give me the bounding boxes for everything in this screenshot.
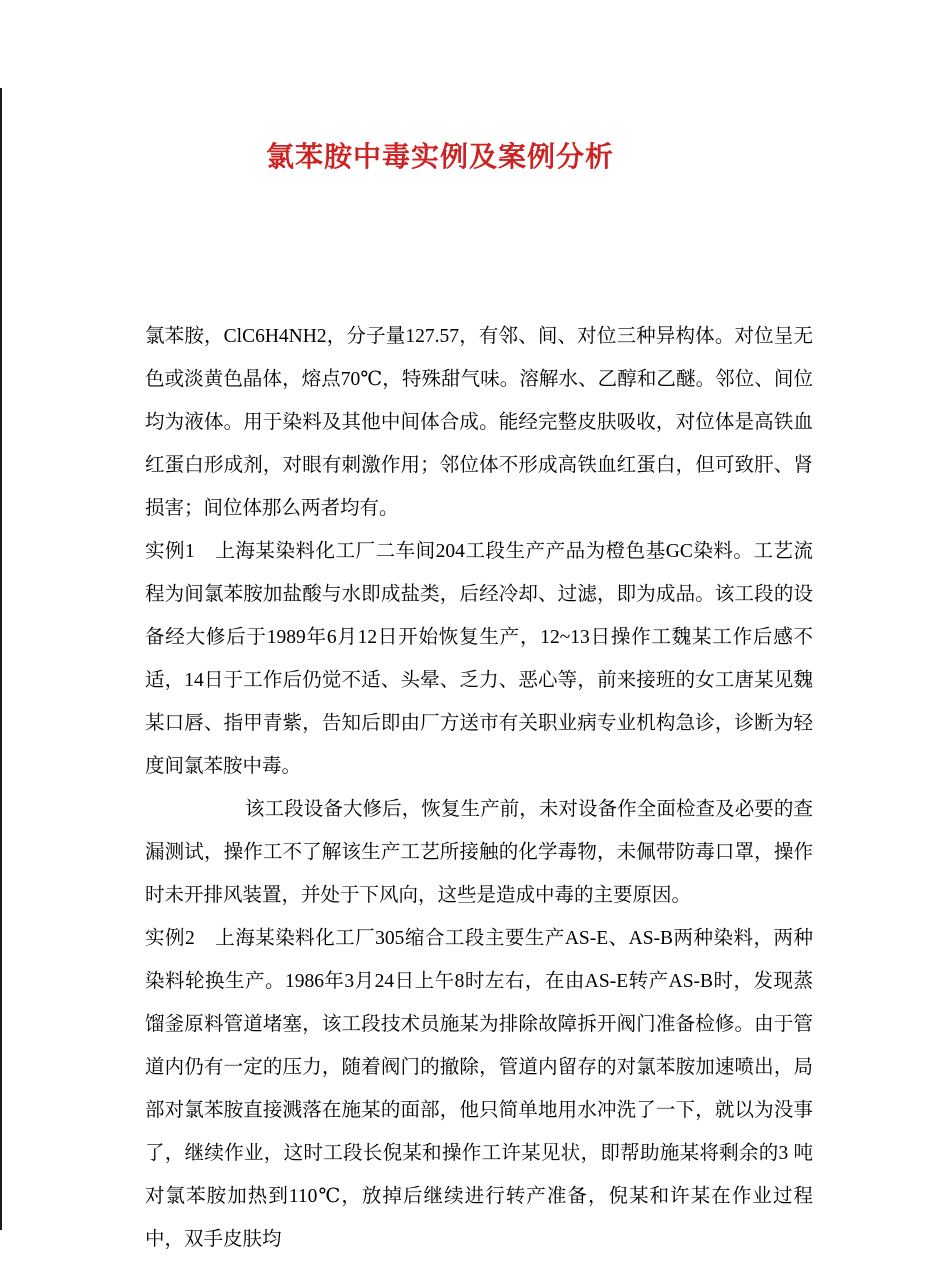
- paragraph-intro: 氯苯胺，ClC6H4NH2，分子量127.57，有邻、间、对位三种异构体。对位呈无色或淡黄色晶体，熔点70℃，特殊甜气味。溶解水、乙醇和乙醚。邻位、间位均为液体。用于染料及其他中间体合成。能经完整皮肤吸收，对位体是高铁血红蛋白形成剂，对眼有刺激作用；邻位体不形成高铁血红蛋白，但可致肝、肾损害；间位体那么两者均有。: [145, 326, 813, 519]
- paragraph-case1: 实例1 上海某染料化工厂二车间204工段生产产品为橙色基GC染料。工艺流程为间氯苯胺加盐酸与水即成盐类，后经冷却、过滤，即为成品。该工段的设备经大修后于1989年6月12日开始恢复生产，12~13日操作工魏某工作后感不适，14日于工作后仍觉不适、头晕、乏力、恶心等，前来接班的女工唐某见魏某口唇、指甲青紫，告知后即由厂方送市有关职业病专业机构急诊，诊断为轻度间氯苯胺中毒。: [145, 541, 813, 777]
- paragraph-case2: 实例2 上海某染料化工厂305缩合工段主要生产AS-E、AS-B两种染料，两种染料轮换生产。1986年3月24日上午8时左右，在由AS-E转产AS-B时，发现蒸馏釜原料管道堵塞，该工段技术员施某为排除故障拆开阀门准备检修。由于管道内仍有一定的压力，随着阀门的撤除，管道内留存的对氯苯胺加速喷出，局部对氯苯胺直接溅落在施某的面部，他只简单地用水冲洗了一下，就以为没事了，继续作业，这时工段长倪某和操作工许某见状，即帮助施某将剩余的3 吨对氯苯胺加热到110℃，放掉后继续进行转产准备，倪某和许某在作业过程中，双手皮肤均: [145, 928, 813, 1250]
- document-body: [145, 315, 813, 1261]
- page-edge-line: [0, 88, 2, 1230]
- document-title: 氯苯胺中毒实例及案例分析: [266, 142, 615, 173]
- paragraph-case1-analysis: 该工段设备大修后，恢复生产前，未对设备作全面检查及必要的查漏测试，操作工不了解该生产工艺所接触的化学毒物，未佩带防毒口罩，操作时未开排风装置，并处于下风向，这些是造成中毒的主要原因。: [145, 799, 813, 906]
